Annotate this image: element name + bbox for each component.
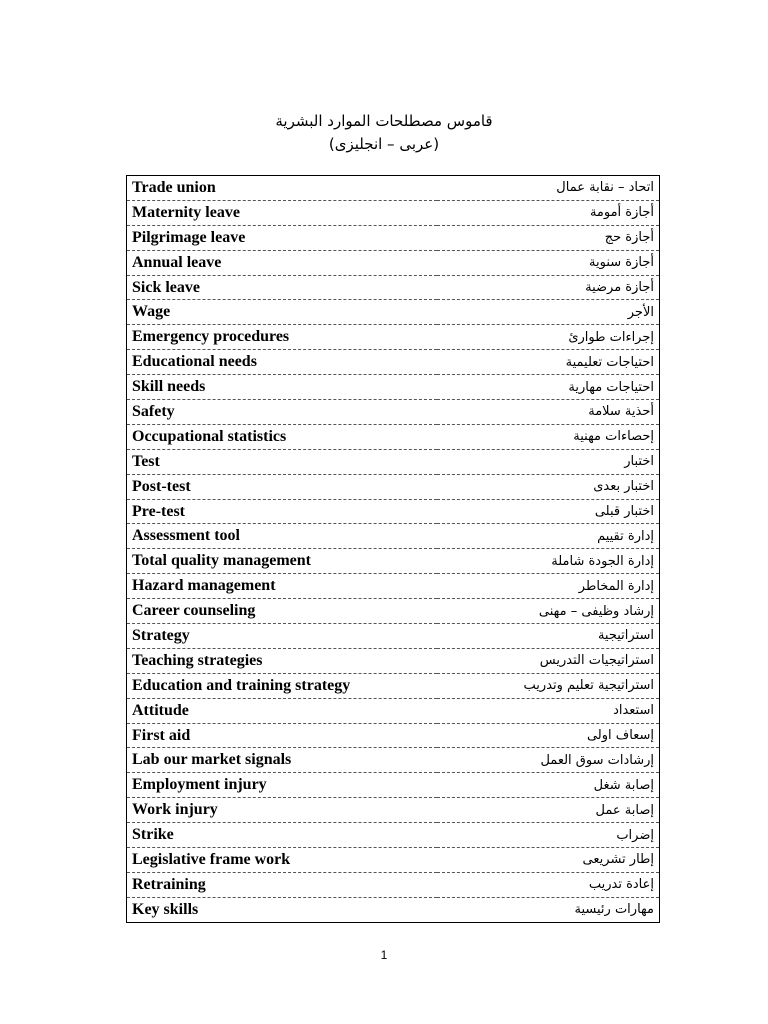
english-term: Legislative frame work [127,848,438,873]
english-term: Career counseling [127,599,438,624]
english-term: Hazard management [127,574,438,599]
glossary-row [127,872,660,897]
arabic-term: أجازة حج [437,225,660,250]
arabic-term: استراتيجيات التدريس [437,648,660,673]
arabic-term: استعداد [437,698,660,723]
page-title: قاموس مصطلحات الموارد البشرية [275,112,493,130]
arabic-term: أجازة أمومة [437,200,660,225]
arabic-term: إرشادات سوق العمل [437,748,660,773]
english-term: Occupational statistics [127,424,438,449]
arabic-term: إسعاف اولى [437,723,660,748]
english-term: Strike [127,823,438,848]
glossary-row [127,748,660,773]
english-term: Lab our market signals [127,748,438,773]
glossary-row [127,848,660,873]
arabic-term: اختبار [437,449,660,474]
english-term: Annual leave [127,250,438,275]
arabic-term: أجازة مرضية [437,275,660,300]
glossary-row [127,300,660,325]
arabic-term: أحذية سلامة [437,400,660,425]
arabic-term: إصابة عمل [437,798,660,823]
arabic-term: مهارات رئيسية [574,902,654,918]
arabic-term: استراتيجية تعليم وتدريب [437,673,660,698]
english-term: Wage [127,300,438,325]
english-term: Post-test [127,474,438,499]
english-term: First aid [127,723,438,748]
english-term: Work injury [127,798,438,823]
glossary-row [127,325,660,350]
glossary-row [127,574,660,599]
arabic-term: اتحاد – نقابة عمال [437,176,660,201]
arabic-term: اختبار قبلى [437,499,660,524]
glossary-row [127,225,660,250]
english-term: Assessment tool [127,524,438,549]
glossary-row [127,549,660,574]
arabic-term: احتياجات تعليمية [437,350,660,375]
glossary-row [127,275,660,300]
english-term: Teaching strategies [127,648,438,673]
glossary-row [127,449,660,474]
page-subtitle: (عربى – انجليزى) [328,135,440,153]
english-term: Pilgrimage leave [127,225,438,250]
glossary-row [127,624,660,649]
english-term: Trade union [127,176,438,201]
glossary-row [127,773,660,798]
glossary-row [127,375,660,400]
glossary-row [127,474,660,499]
glossary-row [127,673,660,698]
glossary-row [127,250,660,275]
english-term: Retraining [127,872,438,897]
english-term: Skill needs [127,375,438,400]
arabic-term: إصابة شغل [437,773,660,798]
arabic-term: إدارة المخاطر [437,574,660,599]
arabic-term: الأجر [437,300,660,325]
glossary-row [127,176,660,201]
english-term: Emergency procedures [127,325,438,350]
glossary-table [126,175,660,923]
english-term: Attitude [127,698,438,723]
english-term: Educational needs [127,350,438,375]
glossary-row [127,648,660,673]
english-term: Maternity leave [127,200,438,225]
glossary-row [127,698,660,723]
english-term: Safety [127,400,438,425]
arabic-term: إرشاد وظيفى – مهنى [437,599,660,624]
glossary-row [127,723,660,748]
glossary-row [127,200,660,225]
arabic-term: إجراءات طوارئ [437,325,660,350]
english-term: Key skills [132,900,199,918]
english-term: Education and training strategy [127,673,438,698]
english-term: Strategy [127,624,438,649]
english-term: Test [127,449,438,474]
glossary-row [127,400,660,425]
glossary-body [127,176,660,923]
glossary-row [127,897,660,922]
arabic-term: إدارة الجودة شاملة [437,549,660,574]
arabic-term: إحصاءات مهنية [437,424,660,449]
arabic-term: اختبار بعدى [437,474,660,499]
arabic-term: إضراب [437,823,660,848]
arabic-term: احتياجات مهارية [437,375,660,400]
glossary-row [127,424,660,449]
english-term: Pre-test [127,499,438,524]
glossary-row [127,823,660,848]
arabic-term: إدارة تقييم [437,524,660,549]
arabic-term: إطار تشريعى [437,848,660,873]
glossary-row [127,798,660,823]
glossary-row [127,350,660,375]
arabic-term: أجازة سنوية [437,250,660,275]
glossary-row [127,599,660,624]
glossary-row [127,499,660,524]
page-number: 1 [380,948,388,962]
english-term: Employment injury [127,773,438,798]
english-term: Total quality management [127,549,438,574]
english-term: Sick leave [127,275,438,300]
arabic-term: إعادة تدريب [437,872,660,897]
arabic-term: استراتيجية [437,624,660,649]
glossary-row [127,524,660,549]
